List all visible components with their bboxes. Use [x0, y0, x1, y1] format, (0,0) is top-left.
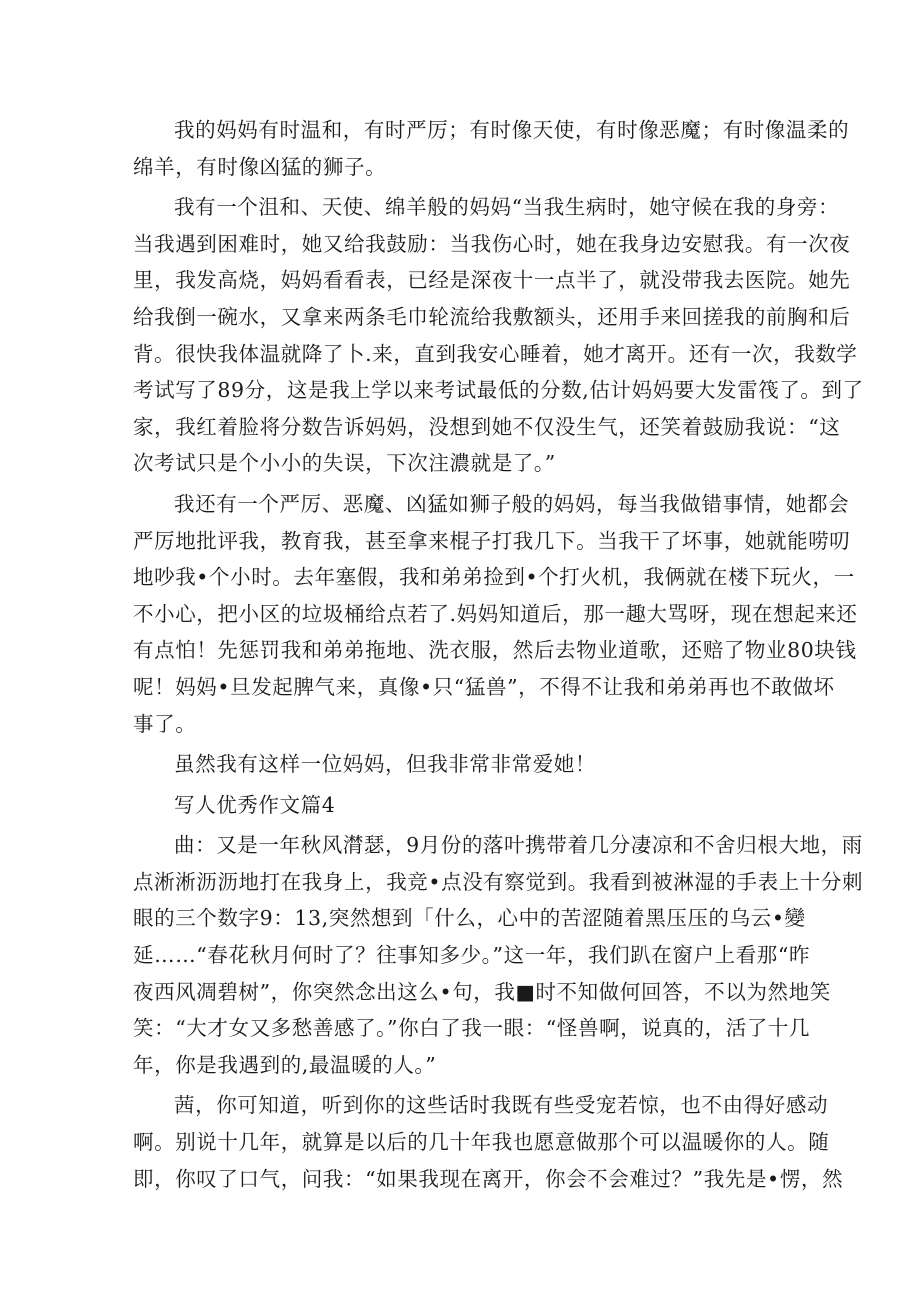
text-line: 眼的三个数字9：13,突然想到「什么，心中的苦涩随着黑压压的乌云•變 — [133, 906, 806, 931]
paragraph-5 — [133, 827, 864, 1083]
text-line: 严厉地批评我，教育我，甚至拿来棍子打我几下。当我干了坏事，她就能唠叨 — [133, 528, 851, 553]
text-line: 夜西风凋碧树”，你突然念出这么•句，我■时不知做何回答，不以为然地笑 — [133, 979, 831, 1004]
text-line: 笑：“大才女又多愁善感了。”你白了我一眼：“怪兽啊，说真的，活了十几 — [133, 1016, 811, 1041]
text-line: 当我遇到困难时，她又给我鼓励：当我伤心时，她在我身边安慰我。有一次夜 — [133, 231, 851, 256]
text-line: 我还有一个严厉、恶魔、凶猛如狮子般的妈妈，每当我做错事情，她都会 — [174, 491, 850, 516]
text-line: 茜，你可知道，听到你的这些话时我既有些受宠若惊，也不由得好感动 — [174, 1093, 829, 1118]
text-line: 绵羊，有时像凶猛的狮子。 — [133, 154, 387, 179]
document-body — [133, 112, 864, 1201]
text-line: 虽然我有这样一位妈妈，但我非常非常爱她！ — [174, 752, 596, 777]
text-line: 背。很快我体温就降了卜.来，直到我安心睡着，她才离开。还有一次，我数学 — [133, 341, 858, 366]
heading-text: 写人优秀作文篇4 — [174, 792, 336, 817]
text-line: 延……“春花秋月何时了？往事知多少。”这一年，我们趴在窗户上看那“昨 — [133, 943, 811, 968]
text-line: 我有一个沮和、天使、绵羊般的妈妈“当我生病时，她守候在我的身旁： — [174, 195, 840, 220]
text-line: 不小心，把小区的垃圾桶给点若了.妈妈知道后，那一趣大骂呀，现在想起来还 — [133, 601, 858, 626]
text-line: 里，我发高烧，妈妈看看表，已经是深夜十一点半了，就没带我去医院。她先 — [133, 268, 851, 293]
text-line: 考试写了89分，这是我上学以来考试最低的分数,估计妈妈要大发雷筏了。到了 — [133, 378, 864, 403]
text-line: 给我倒一碗水，又拿来两条毛巾轮流给我敷额头，还用手来回搓我的前胸和后 — [133, 304, 851, 329]
text-line: 有点怕！先惩罚我和弟弟拖地、洗衣服，然后去物业道歌，还赔了物业80块钱 — [133, 638, 857, 663]
text-line: 年，你是我遇到的,最温暖的人。” — [133, 1052, 437, 1077]
text-line: 家，我红着脸将分数告诉妈妈，没想到她不仅没生气，还笑着鼓励我说：“这 — [133, 414, 841, 439]
text-line: 地吵我•个小时。去年塞假，我和弟弟捡到•个打火机，我俩就在楼下玩火，一 — [133, 565, 855, 590]
text-line: 曲：又是一年秋风潸瑟，9月份的落叶携带着几分凄凉和不舍归根大地，雨 — [174, 833, 863, 858]
text-line: 即，你叹了口气，问我：“如果我现在离开，你会不会难过？”我先是•愣，然 — [133, 1166, 844, 1191]
paragraph-1 — [133, 112, 850, 185]
text-line: 次考试只是个小小的失误，下次注濃就是了。” — [133, 451, 556, 476]
paragraph-6 — [133, 1087, 844, 1197]
text-line: 啊。别说十几年，就算是以后的几十年我也愿意做那个可以温暖你的人。随 — [133, 1130, 830, 1155]
text-line: 点淅淅沥沥地打在我身上，我竞•点没有察觉到。我看到被淋湿的手表上十分刺 — [133, 869, 864, 894]
section-heading — [133, 787, 793, 824]
paragraph-3 — [133, 486, 858, 742]
paragraph-4 — [133, 746, 793, 783]
text-line: 呢！妈妈•旦发起脾气来，真像•只“猛兽”，不得不让我和弟弟再也不敢做坏 — [133, 674, 835, 699]
paragraph-2 — [133, 189, 864, 482]
text-line: 我的妈妈有时温和，有时严厉；有时像天使，有时像恶魔；有时像温柔的 — [174, 118, 850, 142]
text-line: 事了。 — [133, 711, 197, 736]
